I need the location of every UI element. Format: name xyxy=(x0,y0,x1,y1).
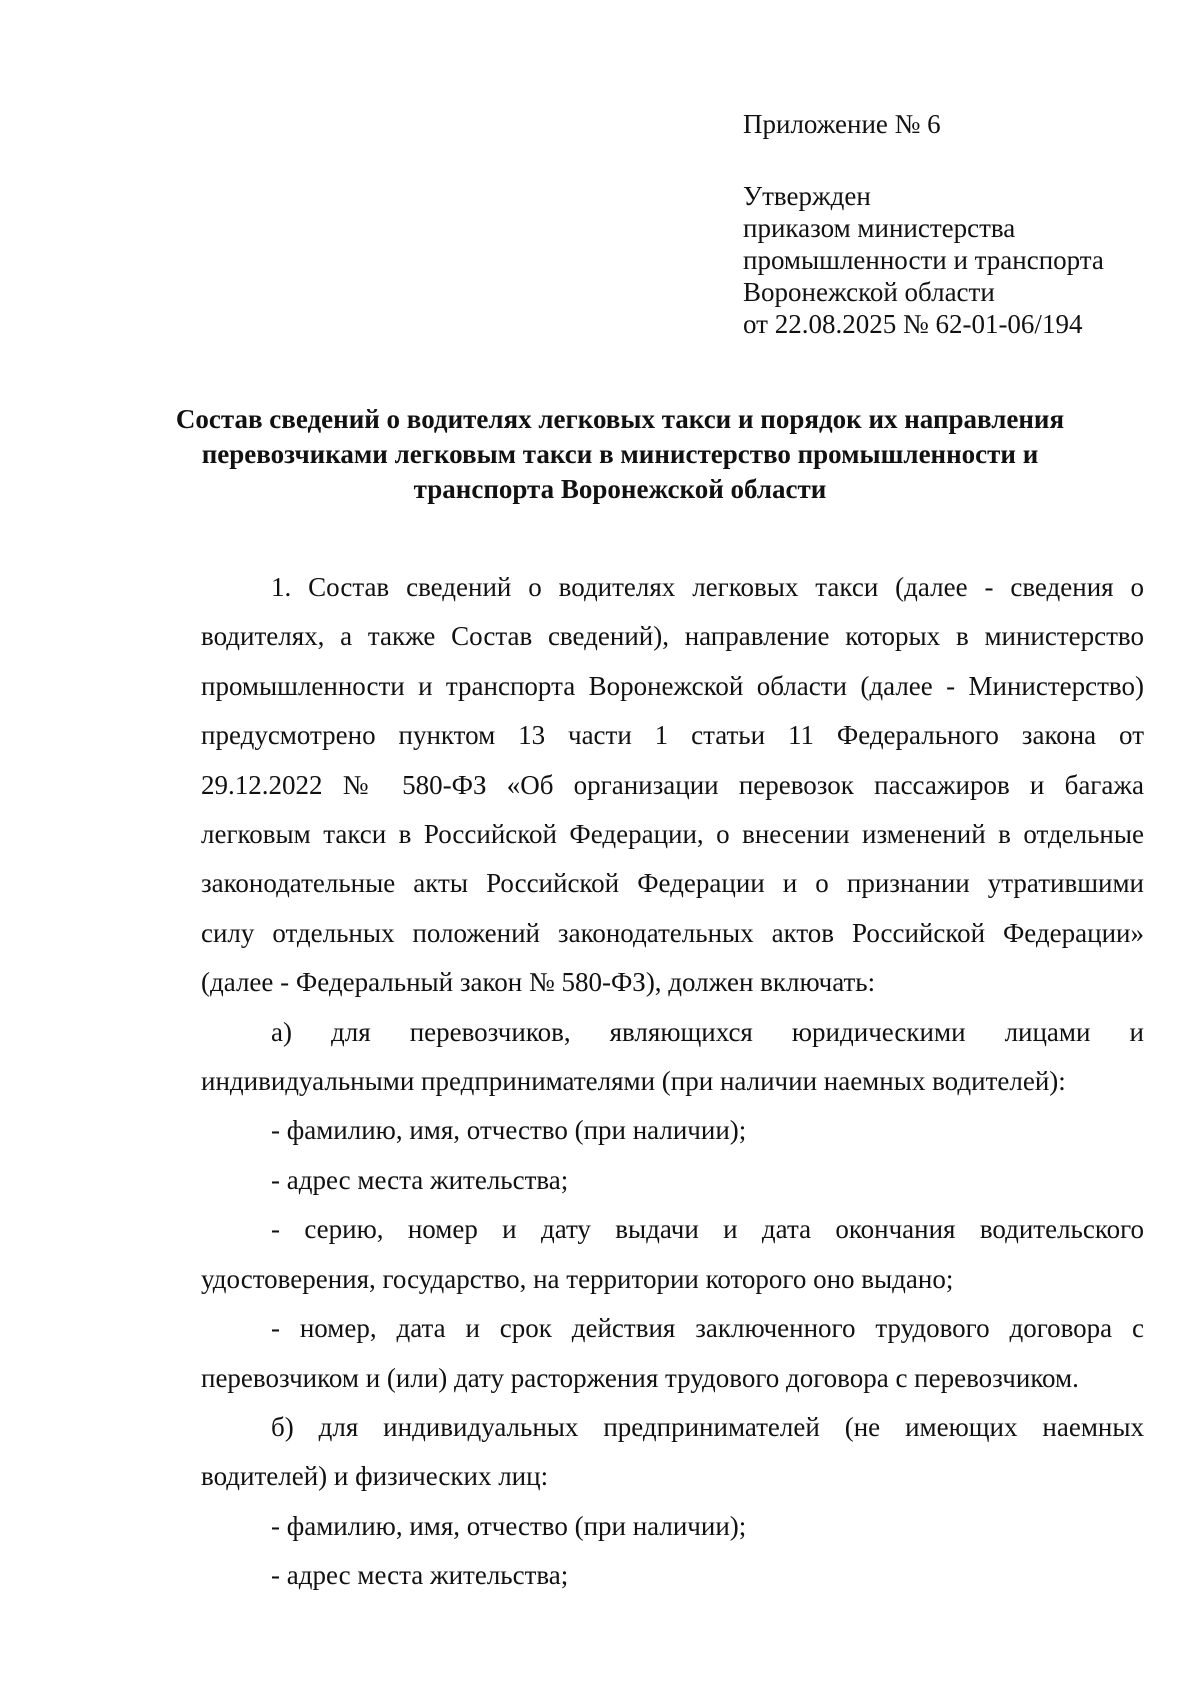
text-line: (далее - Федеральный закон № 580-ФЗ), должен включать: xyxy=(201,967,876,998)
paragraph-a xyxy=(201,1008,1144,1107)
document-title xyxy=(160,402,1080,507)
text-line: законодательные акты Российской Федерации и о признании утратившими xyxy=(201,868,1144,899)
text-line: водителях, а также Состав сведений), направление которых в министерство xyxy=(201,621,1144,652)
title-line: транспорта Воронежской области xyxy=(413,474,827,504)
word: лицами xyxy=(1004,1016,1091,1047)
list-item: - фамилию, имя, отчество (при наличии); xyxy=(271,1510,747,1541)
list-item: - адрес места жительства; xyxy=(271,1164,569,1195)
list-item: - фамилию, имя, отчество (при наличии); xyxy=(271,1115,747,1146)
approval-line: Утвержден xyxy=(743,181,871,211)
word: и xyxy=(1129,1016,1144,1047)
list-item xyxy=(201,1304,1144,1403)
approval-line: Воронежской области xyxy=(743,277,995,307)
word: для xyxy=(331,1016,371,1047)
appendix-number: Приложение № 6 xyxy=(743,109,941,139)
text-line: легковым такси в Российской Федерации, о внесении изменений в отдельные xyxy=(201,819,1144,850)
approval-line: промышленности и транспорта xyxy=(743,245,1104,275)
text-line: предусмотрено пунктом 13 части 1 статьи 11 Федерального закона от xyxy=(201,720,1144,751)
text-line: промышленности и транспорта Воронежской области (далее - Министерство) xyxy=(201,670,1144,701)
text-line xyxy=(201,1008,1144,1057)
text-line: силу отдельных положений законодательных актов Российской Федерации» xyxy=(201,917,1144,948)
word: а) xyxy=(271,1016,292,1047)
text-line: 1. Состав сведений о водителях легковых такси (далее - сведения о xyxy=(271,572,1144,602)
list-item xyxy=(201,1205,1144,1304)
word: юридическими xyxy=(791,1016,966,1047)
approval-block xyxy=(743,180,1163,340)
paragraph-b xyxy=(201,1403,1144,1502)
word: являющихся xyxy=(609,1016,753,1047)
approval-line: приказом министерства xyxy=(743,213,1016,243)
word: перевозчиков, xyxy=(409,1016,571,1047)
text-line: удостоверения, государство, на территории которого оно выдано; xyxy=(201,1263,954,1294)
document-body xyxy=(201,563,1144,1601)
text-line: - номер, дата и срок действия заключенного трудового договора с xyxy=(271,1313,1144,1344)
list-item: - адрес места жительства; xyxy=(271,1560,569,1591)
paragraph-1 xyxy=(201,563,1144,1008)
title-line: Состав сведений о водителях легковых такси и порядок их направления xyxy=(175,404,1065,434)
text-line: водителей) и физических лиц: xyxy=(201,1461,549,1492)
text-line: 29.12.2022 № 580-ФЗ «Об организации перевозок пассажиров и багажа xyxy=(201,769,1144,800)
text-line: индивидуальными предпринимателями (при наличии наемных водителей): xyxy=(201,1066,1066,1097)
text-line: перевозчиком и (или) дату расторжения трудового договора с перевозчиком. xyxy=(201,1362,1079,1393)
approval-line: от 22.08.2025 № 62-01-06/194 xyxy=(743,309,1083,339)
text-line: б) для индивидуальных предпринимателей (не имеющих наемных xyxy=(271,1411,1144,1442)
title-line: перевозчиками легковым такси в министерство промышленности и xyxy=(201,439,1039,469)
text-line: - серию, номер и дату выдачи и дата окончания водительского xyxy=(271,1214,1144,1245)
